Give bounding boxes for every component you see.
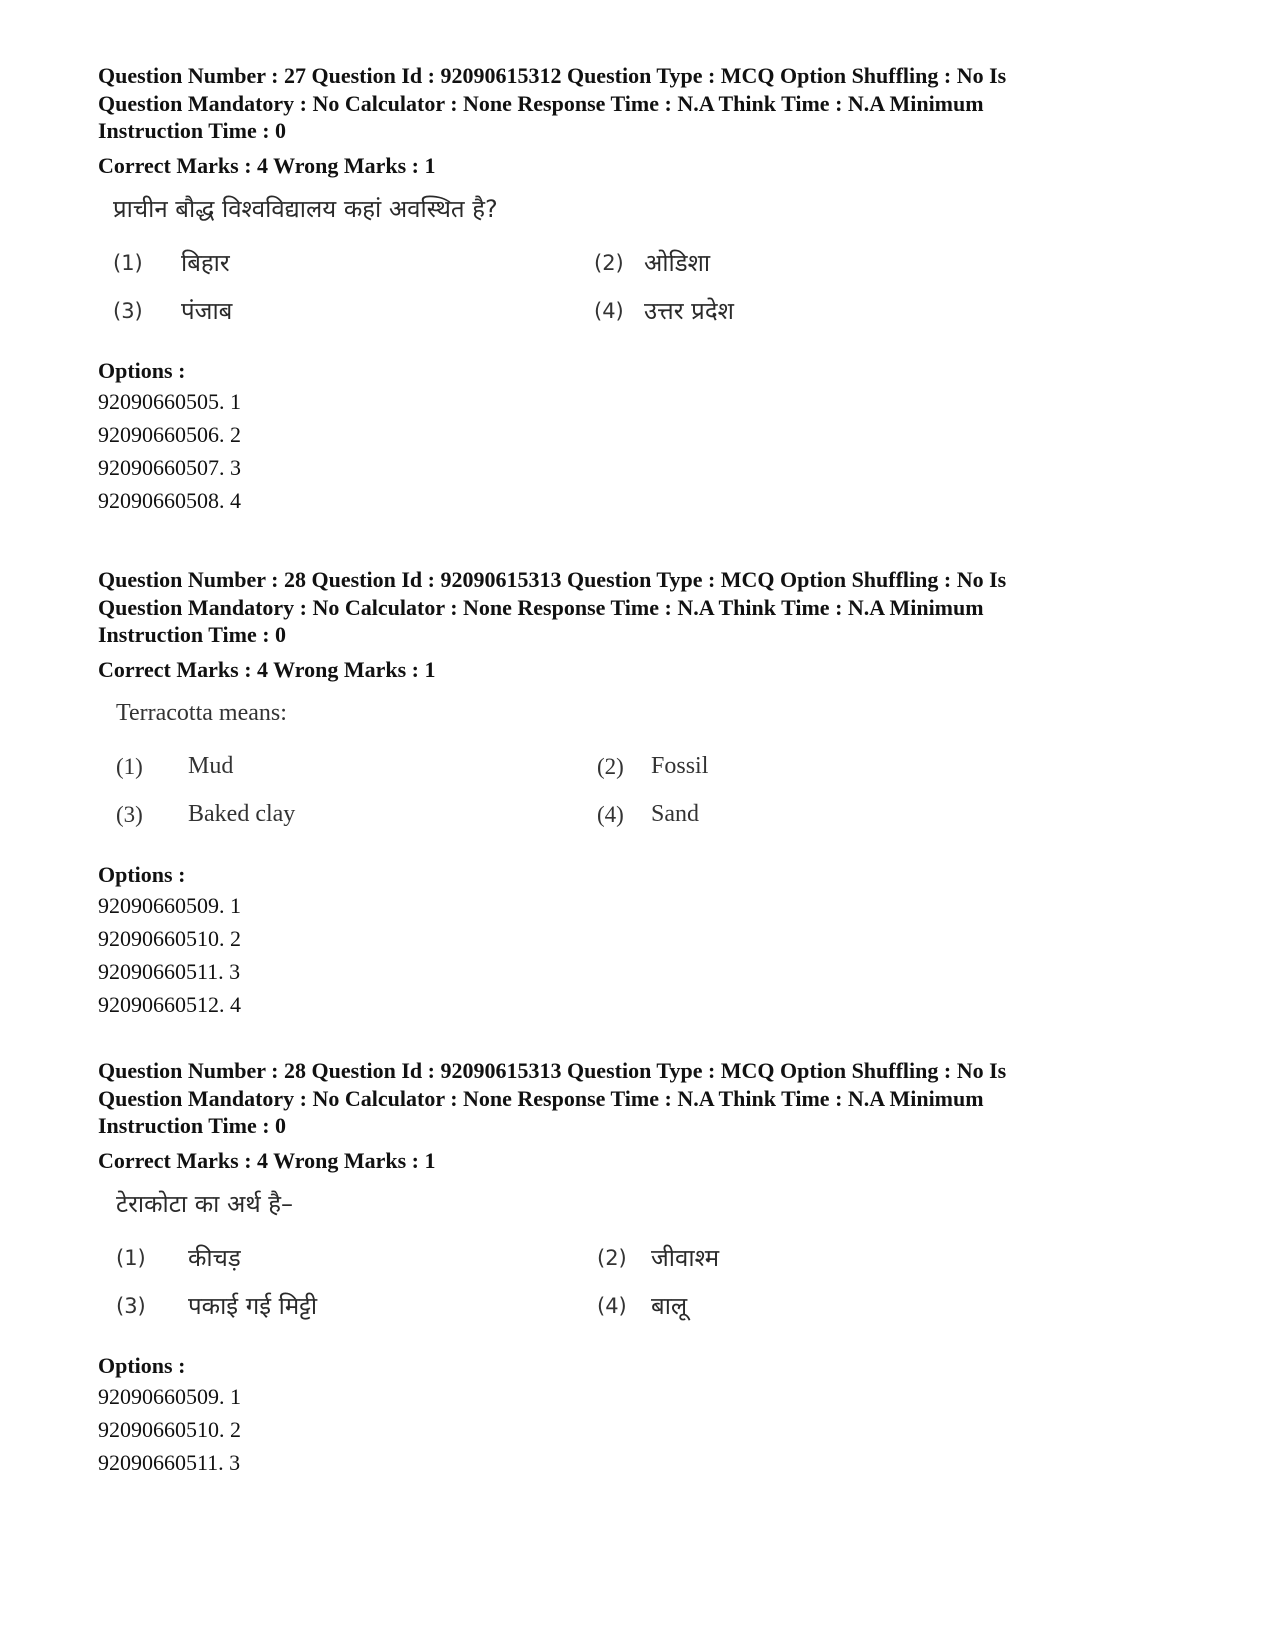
question-text: प्राचीन बौद्ध विश्वविद्यालय कहां अवस्थित है? (113, 194, 498, 223)
options-heading: Options : (98, 1352, 186, 1378)
question-meta-line: Question Mandatory : No Calculator : None Response Time : N.A Think Time : N.A Minimum (98, 594, 984, 620)
question-block-27 (98, 62, 1178, 517)
option-id-line: 92090660512. 4 (98, 991, 241, 1017)
question-meta-line: Question Mandatory : No Calculator : None Response Time : N.A Think Time : N.A Minimum (98, 1085, 984, 1111)
choice-number: (1) (116, 753, 143, 779)
choice-item (113, 291, 594, 331)
choice-item (597, 795, 1078, 835)
choice-label: पंजाब (181, 297, 233, 325)
choice-item (116, 795, 597, 835)
option-id-line: 92090660509. 1 (98, 1383, 241, 1409)
choice-grid (98, 1238, 1098, 1326)
choice-number: (3) (113, 298, 143, 323)
choice-number: (4) (597, 801, 624, 827)
question-text: टेराकोटा का अर्थ है– (116, 1189, 294, 1218)
choice-label: Fossil (651, 753, 709, 779)
choice-label: Baked clay (188, 801, 296, 827)
choice-item (597, 1286, 1078, 1326)
choice-label: Sand (651, 801, 699, 827)
choice-number: (2) (597, 1245, 627, 1270)
choice-number: (3) (116, 1293, 146, 1318)
question-block-28-hi (98, 1057, 1178, 1479)
choice-item (597, 747, 1078, 787)
marks-line: Correct Marks : 4 Wrong Marks : 1 (98, 1147, 436, 1173)
choice-label: बालू (651, 1292, 688, 1320)
question-meta-line: Question Number : 27 Question Id : 92090615312 Question Type : MCQ Option Shuffling : No Is (98, 63, 1007, 88)
question-image (98, 695, 1098, 835)
choice-item (116, 1286, 597, 1326)
question-meta-line: Instruction Time : 0 (98, 622, 287, 647)
choice-label: Mud (188, 753, 234, 779)
choice-label: कीचड़ (188, 1244, 241, 1272)
question-image (98, 191, 1098, 331)
choice-number: (4) (594, 298, 624, 323)
choice-label: पकाई गई मिट्टी (188, 1292, 318, 1320)
option-id-line: 92090660509. 1 (98, 892, 241, 918)
option-id-line: 92090660506. 2 (98, 421, 241, 447)
option-id-line: 92090660510. 2 (98, 925, 241, 951)
question-meta-line: Question Number : 28 Question Id : 92090615313 Question Type : MCQ Option Shuffling : No Is (98, 567, 1007, 592)
choice-label: बिहार (181, 249, 230, 277)
choice-label: ओडिशा (644, 249, 711, 277)
choice-number: (2) (594, 250, 624, 275)
choice-number: (3) (116, 801, 143, 827)
options-heading: Options : (98, 861, 186, 887)
question-meta-line: Question Number : 28 Question Id : 92090615313 Question Type : MCQ Option Shuffling : No Is (98, 1058, 1007, 1083)
option-id-line: 92090660507. 3 (98, 454, 241, 480)
choice-item (594, 291, 1075, 331)
choice-number: (4) (597, 1293, 627, 1318)
option-id-line: 92090660510. 2 (98, 1416, 241, 1442)
question-meta-line: Instruction Time : 0 (98, 118, 287, 143)
choice-grid (98, 747, 1098, 835)
choice-item (594, 243, 1075, 283)
choice-grid (98, 243, 1098, 331)
question-meta-line: Instruction Time : 0 (98, 1113, 287, 1138)
choice-label: जीवाश्म (651, 1244, 720, 1272)
choice-label: उत्तर प्रदेश (644, 297, 734, 325)
choice-item (597, 1238, 1078, 1278)
option-id-line: 92090660511. 3 (98, 1449, 241, 1475)
choice-item (116, 747, 597, 787)
question-image (98, 1186, 1098, 1326)
option-id-line: 92090660505. 1 (98, 388, 241, 414)
option-id-line: 92090660508. 4 (98, 487, 241, 513)
choice-number: (1) (113, 250, 143, 275)
choice-number: (2) (597, 753, 624, 779)
question-text: Terracotta means: (116, 699, 287, 726)
options-heading: Options : (98, 357, 186, 383)
question-block-28-en (98, 566, 1178, 1021)
choice-number: (1) (116, 1245, 146, 1270)
choice-item (113, 243, 594, 283)
question-meta-line: Question Mandatory : No Calculator : None Response Time : N.A Think Time : N.A Minimum (98, 90, 984, 116)
option-id-line: 92090660511. 3 (98, 958, 241, 984)
choice-item (116, 1238, 597, 1278)
marks-line: Correct Marks : 4 Wrong Marks : 1 (98, 656, 436, 682)
marks-line: Correct Marks : 4 Wrong Marks : 1 (98, 152, 436, 178)
